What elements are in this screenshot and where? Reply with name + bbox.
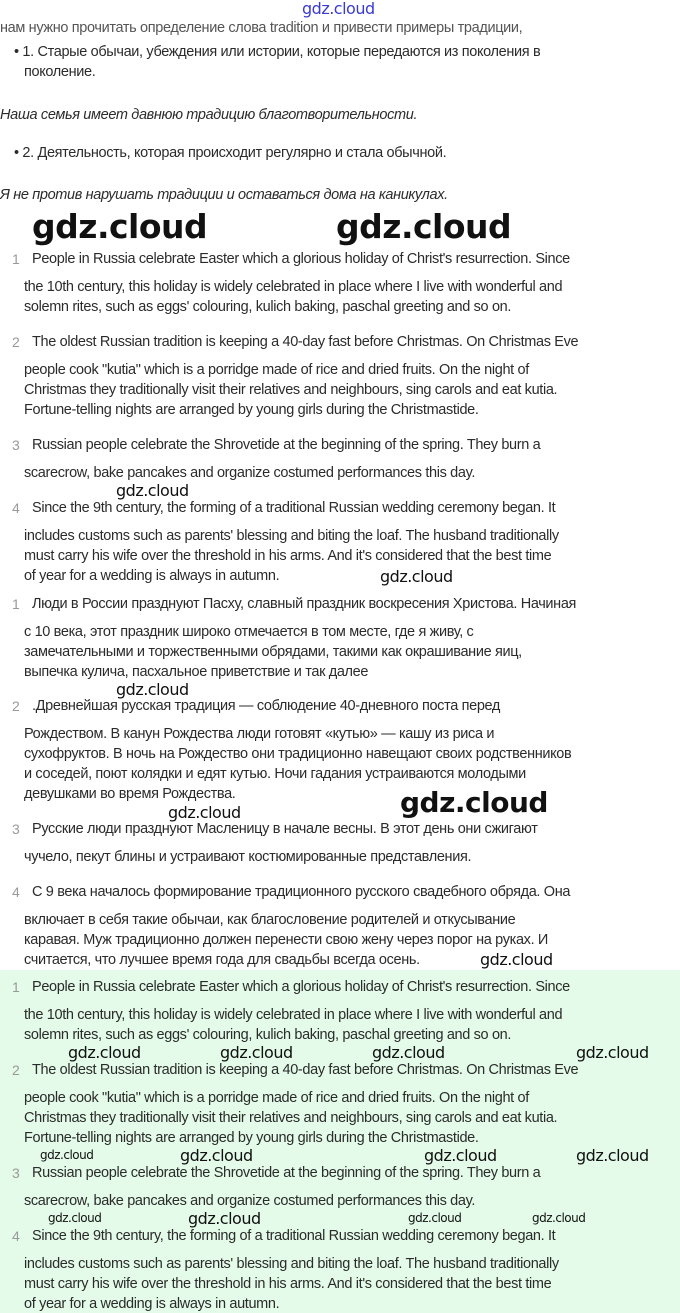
watermark: gdz.cloud	[68, 1043, 141, 1062]
paragraph-line: scarecrow, bake pancakes and organize costumed performances this day.	[24, 1193, 476, 1209]
paragraph-line: scarecrow, bake pancakes and organize costumed performances this day.	[24, 465, 476, 481]
paragraph-line: девушками во время Рождества.	[24, 786, 236, 802]
paragraph-line: the 10th century, this holiday is widely celebrated in place where I live with wonderful and	[24, 1007, 563, 1023]
paragraph-line: и соседей, поют колядки и едят кутью. Ночи гадания устраиваются молодыми	[24, 766, 526, 782]
paragraph-line: of year for a wedding is always in autumn.	[24, 1296, 280, 1312]
watermark: gdz.cloud	[180, 1146, 253, 1165]
paragraph-line: Fortune-telling nights are arranged by young girls during the Christmastide.	[24, 402, 479, 418]
watermark: gdz.cloud	[480, 950, 553, 969]
definition-1: • 1. Старые обычаи, убеждения или истории, которые передаются из поколения в	[14, 44, 541, 60]
paragraph-number: 3	[12, 821, 20, 837]
paragraph-line: включает в себя такие обычаи, как благословение родителей и откусывание	[24, 912, 516, 928]
definition-2: • 2. Деятельность, которая происходит регулярно и стала обычной.	[14, 145, 447, 161]
paragraph-line: выпечка кулича, пасхальное приветствие и так далее	[24, 664, 369, 680]
paragraph-line: чучело, пекут блины и устраивают костюмированные представления.	[24, 849, 472, 865]
watermark: gdz.cloud	[220, 1043, 293, 1062]
watermark: gdz.cloud	[532, 1211, 586, 1225]
paragraph-number: 2	[12, 1062, 20, 1078]
watermark: gdz.cloud	[188, 1209, 261, 1228]
definition-1-cont: поколение.	[24, 64, 96, 80]
paragraph-line: каравая. Муж традиционно должен перенести свою жену через порог на руках. И	[24, 932, 548, 948]
example-1: Наша семья имеет давнюю традицию благотворительности.	[0, 107, 418, 123]
paragraph-number: 4	[12, 1228, 20, 1244]
paragraph-line: Fortune-telling nights are arranged by young girls during the Christmastide.	[24, 1130, 479, 1146]
watermark: gdz.cloud	[48, 1211, 102, 1225]
paragraph-number: 4	[12, 500, 20, 516]
watermark: gdz.cloud	[380, 567, 453, 586]
paragraph-first-line: People in Russia celebrate Easter which a glorious holiday of Christ's resurrection. Since	[32, 979, 570, 995]
paragraph-line: считается, что лучшее время года для свадьбы всегда осень.	[24, 952, 420, 968]
paragraph-line: must carry his wife over the threshold in his arms. And it's considered that the best time	[24, 1276, 552, 1292]
paragraph-line: solemn rites, such as eggs' colouring, kulich baking, paschal greeting and so on.	[24, 299, 512, 315]
paragraph-first-line: Russian people celebrate the Shrovetide at the beginning of the spring. They burn a	[32, 1165, 541, 1181]
paragraph-number: 4	[12, 884, 20, 900]
paragraph-line: people cook "kutia" which is a porridge made of rice and dried fruits. On the night of	[24, 362, 529, 378]
paragraph-line: includes customs such as parents' blessing and biting the loaf. The husband traditionally	[24, 1256, 559, 1272]
watermark: gdz.cloud	[116, 481, 189, 500]
paragraph-line: solemn rites, such as eggs' colouring, kulich baking, paschal greeting and so on.	[24, 1027, 512, 1043]
paragraph-number: 1	[12, 979, 20, 995]
paragraph-first-line: Since the 9th century, the forming of a traditional Russian wedding ceremony began. It	[32, 1228, 556, 1244]
paragraph-number: 2	[12, 698, 20, 714]
paragraph-line: сухофруктов. В ночь на Рождество они традиционно навещают своих родственников	[24, 746, 572, 762]
paragraph-number: 1	[12, 596, 20, 612]
paragraph-first-line: Русские люди празднуют Масленицу в начале весны. В этот день они сжигают	[32, 821, 538, 837]
paragraph-number: 1	[12, 251, 20, 267]
paragraph-line: the 10th century, this holiday is widely celebrated in place where I live with wonderful and	[24, 279, 563, 295]
watermark: gdz.cloud	[372, 1043, 445, 1062]
paragraph-line: of year for a wedding is always in autumn.	[24, 568, 280, 584]
paragraph-first-line: Since the 9th century, the forming of a traditional Russian wedding ceremony began. It	[32, 500, 556, 516]
paragraph-first-line: The oldest Russian tradition is keeping a 40-day fast before Christmas. On Christmas Eve	[32, 1062, 579, 1078]
paragraph-line: includes customs such as parents' blessing and biting the loaf. The husband traditionally	[24, 528, 559, 544]
paragraph-first-line: Russian people celebrate the Shrovetide at the beginning of the spring. They burn a	[32, 437, 541, 453]
paragraph-line: замечательными и торжественными обрядами, такими как окрашивание яиц,	[24, 644, 522, 660]
paragraph-number: 3	[12, 1165, 20, 1181]
watermark: gdz.cloud	[576, 1043, 649, 1062]
watermark: gdz.cloud	[400, 786, 548, 819]
watermark: gdz.cloud	[116, 680, 189, 699]
paragraph-first-line: С 9 века началось формирование традиционного русского свадебного обряда. Она	[32, 884, 571, 900]
paragraph-first-line: .Древнейшая русская традиция — соблюдение 40-дневного поста перед	[32, 698, 501, 714]
paragraph-line: Рождеством. В канун Рождества люди готовят «кутью» — кашу из риса и	[24, 726, 495, 742]
paragraph-line: people cook "kutia" which is a porridge made of rice and dried fruits. On the night of	[24, 1090, 529, 1106]
watermark: gdz.cloud	[336, 207, 512, 246]
watermark: gdz.cloud	[168, 803, 241, 822]
watermark: gdz.cloud	[40, 1148, 94, 1162]
paragraph-first-line: Люди в России празднуют Пасху, славный праздник воскресения Христова. Начиная	[32, 596, 577, 612]
watermark: gdz.cloud	[32, 207, 208, 246]
paragraph-number: 2	[12, 334, 20, 350]
example-2: Я не против нарушать традиции и оставаться дома на каникулах.	[0, 187, 448, 203]
paragraph-first-line: The oldest Russian tradition is keeping a 40-day fast before Christmas. On Christmas Eve	[32, 334, 579, 350]
watermark: gdz.cloud	[424, 1146, 497, 1165]
paragraph-line: Christmas they traditionally visit their relatives and neighbours, sing carols and eat kutia.	[24, 382, 558, 398]
watermark: gdz.cloud	[408, 1211, 462, 1225]
paragraph-first-line: People in Russia celebrate Easter which a glorious holiday of Christ's resurrection. Since	[32, 251, 570, 267]
watermark: gdz.cloud	[576, 1146, 649, 1165]
paragraph-line: с 10 века, этот праздник широко отмечается в том месте, где я живу, с	[24, 624, 474, 640]
paragraph-number: 3	[12, 437, 20, 453]
intro-cut-line: нам нужно прочитать определение слова tradition и привести примеры традиции,	[0, 20, 523, 36]
paragraph-line: must carry his wife over the threshold in his arms. And it's considered that the best time	[24, 548, 552, 564]
watermark: gdz.cloud	[302, 0, 375, 18]
paragraph-line: Christmas they traditionally visit their relatives and neighbours, sing carols and eat kutia.	[24, 1110, 558, 1126]
